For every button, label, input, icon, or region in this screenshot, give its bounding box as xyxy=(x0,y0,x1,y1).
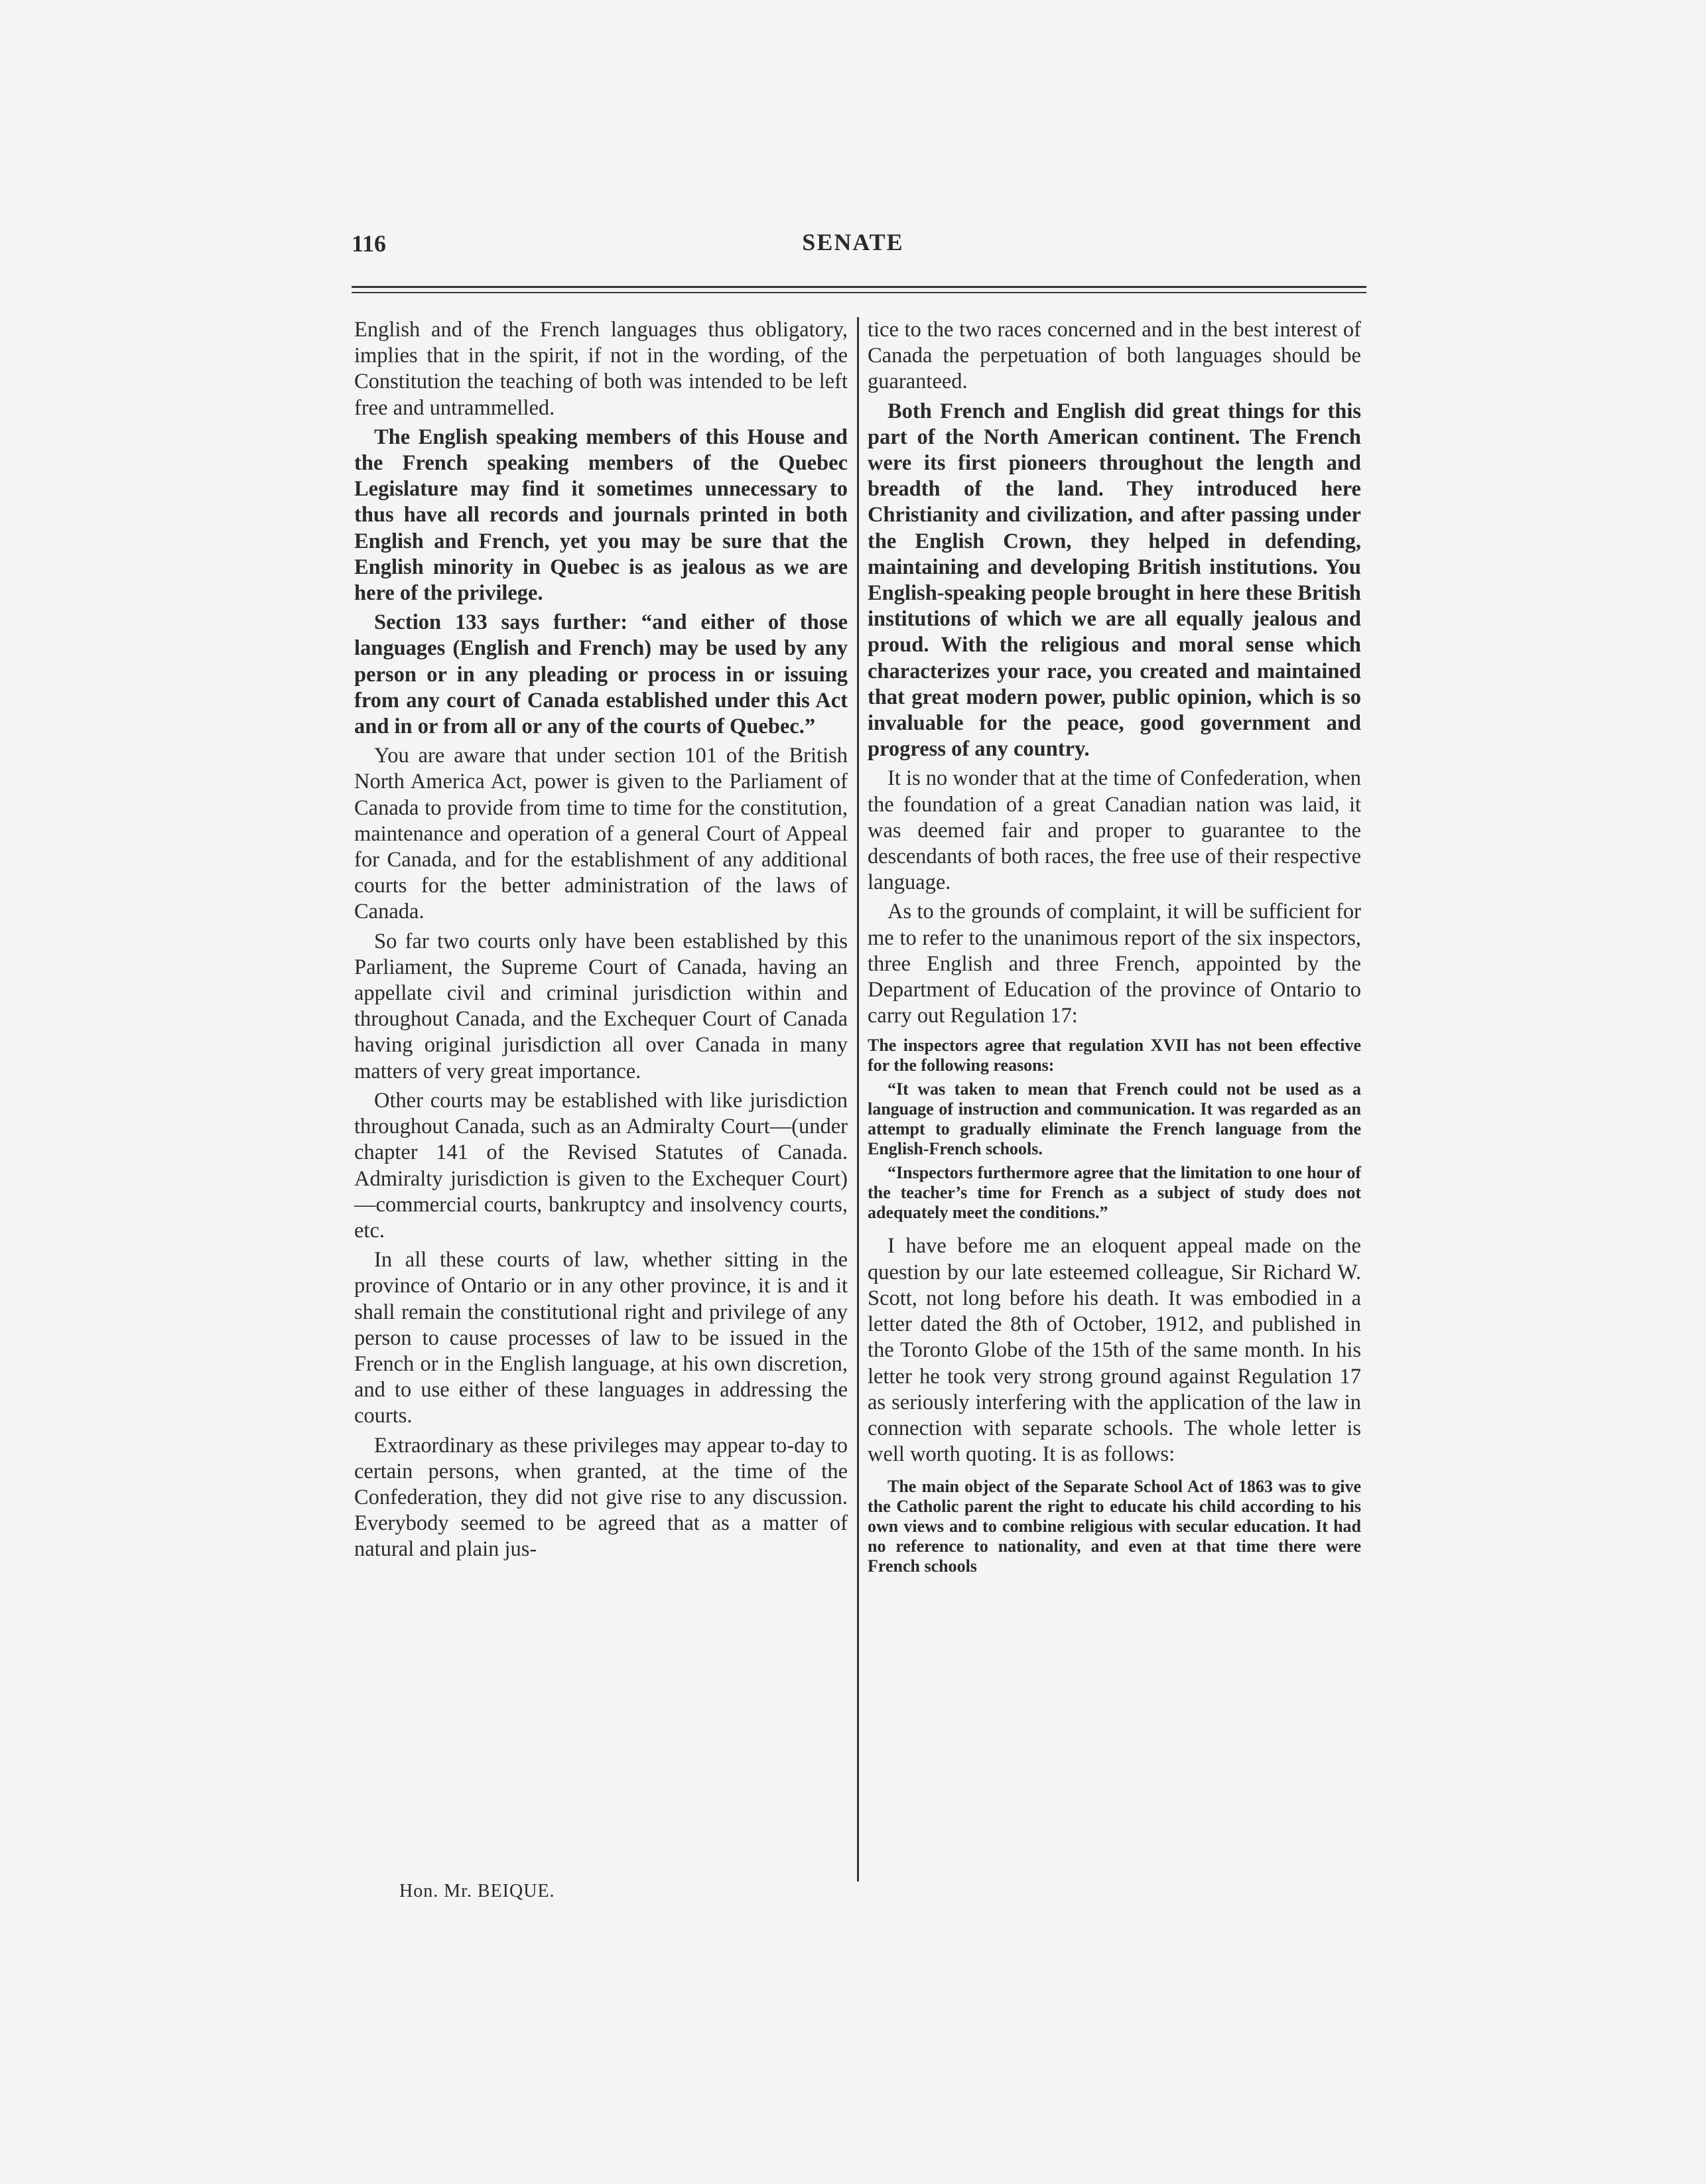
speaker-attribution: Hon. Mr. BEIQUE. xyxy=(399,1881,555,1901)
paragraph: Both French and English did great things for this part of the North American continent. The French were its first pioneers throughout the length and breadth of the land. They introduced here Christianity and civilization, and after passing under the English Crown, they helped in defending, maintaining and developing British institutions. You English-speaking people brought in here these British institutions of which we are all equally jealous and proud. With the religious and moral sense which characterizes your race, you created and maintained that great modern power, public opinion, which is so invaluable for the peace, good government and progress of any country. xyxy=(868,399,1361,762)
quote-paragraph: The inspectors agree that regulation XVII has not been effective for the following reasons: xyxy=(868,1036,1361,1075)
left-column xyxy=(354,317,848,1566)
header-rule xyxy=(352,286,1366,288)
right-column xyxy=(868,317,1361,1587)
paragraph: I have before me an eloquent appeal made on the question by our late esteemed colleague, Sir Richard W. Scott, not long before his death. It was embodied in a letter dated the 8th of October, 1912, and published in the Toronto Globe of the 15th of the same month. In his letter he took very strong ground against Regulation 17 as seriously interfering with the application of the law in connection with separate schools. The whole letter is well worth quoting. It is as follows: xyxy=(868,1234,1361,1467)
paragraph: You are aware that under section 101 of the British North America Act, power is given to the Parliament of Canada to provide from time to time for the constitution, maintenance and operation of a general Court of Appeal for Canada, and for the establishment of any additional courts for the better administration of the laws of Canada. xyxy=(354,744,848,924)
quote-paragraph: “Inspectors furthermore agree that the limitation to one hour of the teacher’s time for French as a subject of study does not adequately meet the conditions.” xyxy=(868,1163,1361,1223)
inspectors-report-quote xyxy=(868,1036,1361,1223)
paragraph: Section 133 says further: “and either of those languages (English and French) may be used by any person or in any pleading or process in or issuing from any court of Canada established under this Act and in or from all or any of the courts of Quebec.” xyxy=(354,610,848,739)
paragraph: As to the grounds of complaint, it will be sufficient for me to refer to the unanimous report of the six inspectors, three English and three French, appointed by the Department of Education of the province of Ontario to carry out Regulation 17: xyxy=(868,900,1361,1028)
paragraph: Other courts may be established with like jurisdiction throughout Canada, such as an Admiralty Court—(under chapter 141 of the Revised Statutes of Canada. Admiralty jurisdiction is given to the Exchequer Court)—commercial courts, bankruptcy and insolvency courts, etc. xyxy=(354,1088,848,1243)
column-divider xyxy=(857,317,859,1881)
quote-paragraph: The main object of the Separate School Act of 1863 was to give the Catholic parent the right to educate his child according to his own views and to combine religious with secular education. It had no reference to nationality, and even at that time there were French schools xyxy=(868,1477,1361,1576)
paragraph: The English speaking members of this House and the French speaking members of the Quebec Legislature may find it sometimes unnecessary to thus have all records and journals printed in both English and French, yet you may be sure that the English minority in Quebec is as jealous as we are here of the privilege. xyxy=(354,425,848,606)
paragraph: So far two courts only have been established by this Parliament, the Supreme Court of Canada, having an appellate civil and criminal jurisdiction within and throughout Canada, and the Exchequer Court of Canada having original jurisdiction all over Canada in many matters of very great importance. xyxy=(354,929,848,1083)
running-head: SENATE xyxy=(802,229,904,255)
page-number: 116 xyxy=(352,230,387,257)
paragraph: Extraordinary as these privileges may appear to-day to certain persons, when granted, at the time of the Confederation, they did not give rise to any discussion. Everybody seemed to be agreed that as a matter of natural and plain jus- xyxy=(354,1433,848,1562)
scott-letter-quote xyxy=(868,1477,1361,1576)
paragraph: In all these courts of law, whether sitting in the province of Ontario or in any other province, it is and it shall remain the constitutional right and privilege of any person to cause processes of law to be issued in the French or in the English language, at his own discretion, and to use either of these languages in addressing the courts. xyxy=(354,1248,848,1428)
paragraph: English and of the French languages thus obligatory, implies that in the spirit, if not in the wording, of the Constitution the teaching of both was intended to be left free and untrammelled. xyxy=(354,318,848,420)
header-rule-secondary xyxy=(352,292,1366,293)
quote-paragraph: “It was taken to mean that French could not be used as a language of instruction and communication. It was regarded as an attempt to gradually eliminate the French language from the English-French schools. xyxy=(868,1079,1361,1159)
paragraph: tice to the two races concerned and in the best interest of Canada the perpetuation of both languages should be guaranteed. xyxy=(868,318,1361,394)
paragraph: It is no wonder that at the time of Confederation, when the foundation of a great Canadian nation was laid, it was deemed fair and proper to guarantee to the descendants of both races, the free use of their respective language. xyxy=(868,766,1361,895)
